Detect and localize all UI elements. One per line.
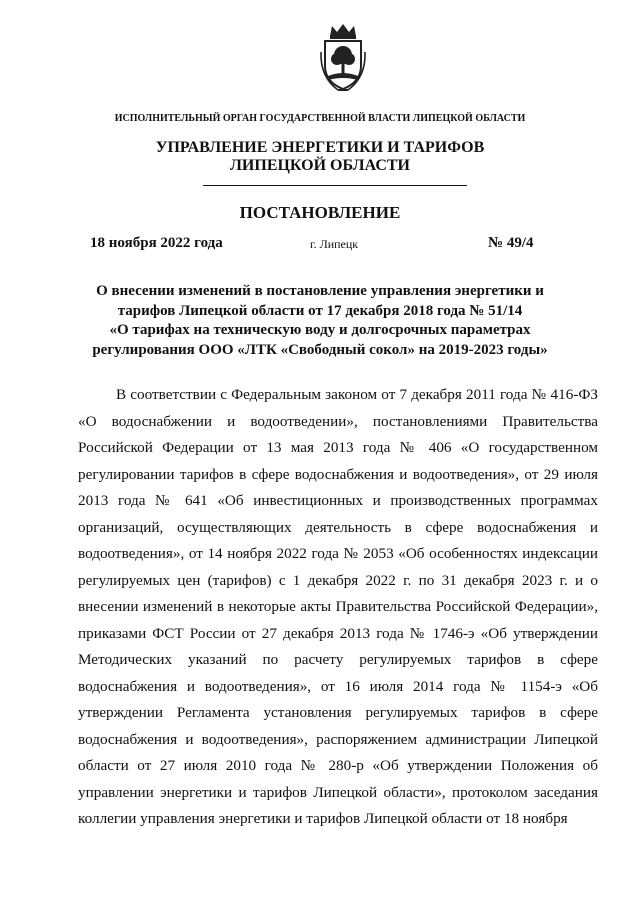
subject-line-4: регулирования ООО «ЛТК «Свободный сокол» на 2019-2023 годы»	[92, 341, 548, 358]
subject-line-2: тарифов Липецкой области от 17 декабря 2018 года № 51/14	[117, 302, 523, 319]
body-paragraph: В соответствии с Федеральным законом от 7 декабря 2011 года № 416-ФЗ «О водоснабжении и водоотведении», постановлениями Правительства Российской Федерации от 13 мая 2013 года № 406 «О государственном регулировании тарифов в сфере водоснабжения и водоотведения», от 29 июля 2013 года № 641 «Об инвестиционных и производственных программах организаций, осуществляющих деятельность в сфере водоснабжения и водоотведения», от 14 ноября 2022 года № 2053 «Об особенностях индексации регулируемых цен (тарифов) с 1 декабря 2022 г. по 31 декабря 2023 г. и о внесении изменений в некоторые акты Правительства Российской Федерации», приказами ФСТ России от 27 декабря 2013 года № 1746-э «Об утверждении Методических указаний по расчету регулируемых тарифов в сфере водоснабжения и водоотведения», от 16 июля 2014 года № 1154-э «Об утверждении Регламента установления регулируемых тарифов в сфере водоснабжения и водоотведения», распоряжением администрации Липецкой области от 27 июля 2010 года № 280-р «Об утверждении Положения об управлении энергетики и тарифов Липецкой области», протоколом заседания коллегии управления энергетики и тарифов Липецкой области от 18 ноября	[78, 386, 598, 827]
document-city: г. Липецк	[310, 237, 359, 251]
department-title-line-1: УПРАВЛЕНИЕ ЭНЕРГЕТИКИ И ТАРИФОВ	[155, 139, 485, 156]
header-divider	[203, 185, 467, 186]
department-title-line-2: ЛИПЕЦКОЙ ОБЛАСТИ	[230, 157, 410, 174]
document-number: № 49/4	[488, 235, 534, 251]
coat-of-arms-emblem	[318, 22, 368, 92]
subject-line-3: «О тарифах на техническую воду и долгосрочных параметрах	[109, 322, 531, 338]
document-date: 18 ноября 2022 года	[90, 235, 223, 251]
document-type-title: ПОСТАНОВЛЕНИЕ	[239, 203, 401, 222]
subject-line-1: О внесении изменений в постановление управления энергетики и	[96, 283, 544, 299]
document-subject	[80, 282, 560, 360]
issuing-authority-line: ИСПОЛНИТЕЛЬНЫЙ ОРГАН ГОСУДАРСТВЕННОЙ ВЛАСТИ ЛИПЕЦКОЙ ОБЛАСТИ	[114, 113, 526, 124]
department-title	[0, 139, 640, 175]
